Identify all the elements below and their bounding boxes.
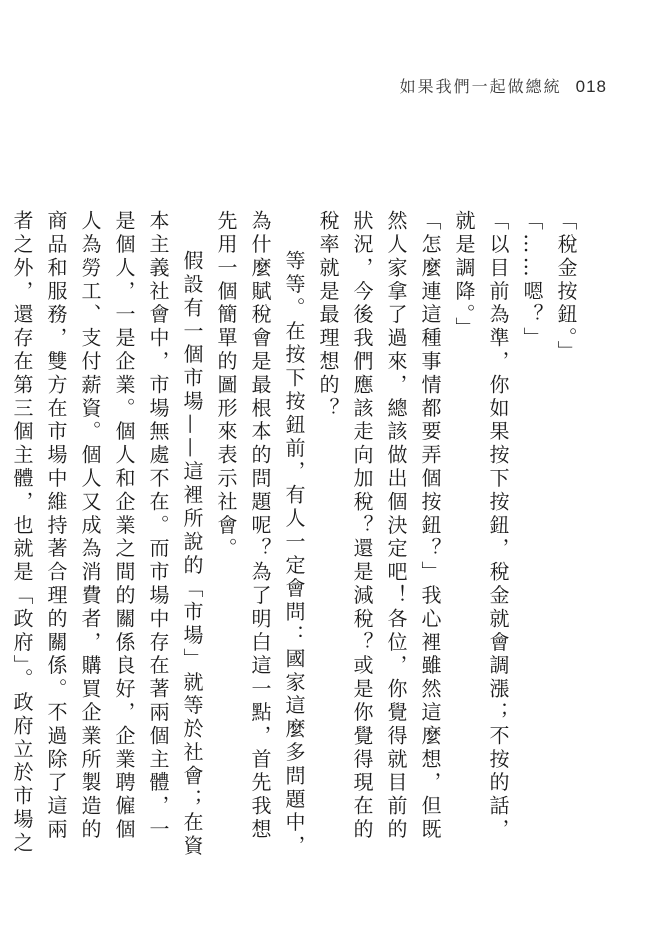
paragraph: 等等。在按下按鈕前，有人一定會問：國家這麼多問題中，為什麼賦稅會是最根本的問題呢？為了明白這一點，首先我想先用一個簡單的圖形來表示社會。 bbox=[214, 210, 306, 859]
paragraph: 「……嗯？」 bbox=[520, 210, 544, 351]
paragraph: 假設有一個市場——這裡所說的「市場」就等於社會；在資本主義社會中，市場無處不在。而市場中存在著兩個主體，一是個人，一是企業。個人和企業之間的關係良好，企業聘僱個人為勞工、支付薪資。個人又成為消費者，購買企業所製造的商品和服務，雙方在市場中維持著合理的關係。不過除了這兩者之外，還存在第三個主體，也就是「政府」。政府立於市場之 bbox=[10, 210, 204, 859]
body-text bbox=[0, 210, 583, 860]
page-number: 018 bbox=[575, 77, 607, 96]
running-header bbox=[400, 74, 607, 97]
paragraph: 「以目前為準，你如果按下按鈕，稅金就會調漲；不按的話，就是調降。」 bbox=[452, 210, 510, 842]
book-title: 如果我們一起做總統 bbox=[399, 77, 562, 96]
paragraph: 「怎麼連這種事情都要弄個按鈕？」我心裡雖然這麼想，但既然人家拿了過來，總該做出個決定吧！各位，你覺得就目前的狀況，今後我們應該走向加稅？還是減稅？或是你覺得現在的稅率就是最理想的？ bbox=[316, 210, 442, 842]
paragraph: 「稅金按鈕。」 bbox=[554, 210, 578, 364]
